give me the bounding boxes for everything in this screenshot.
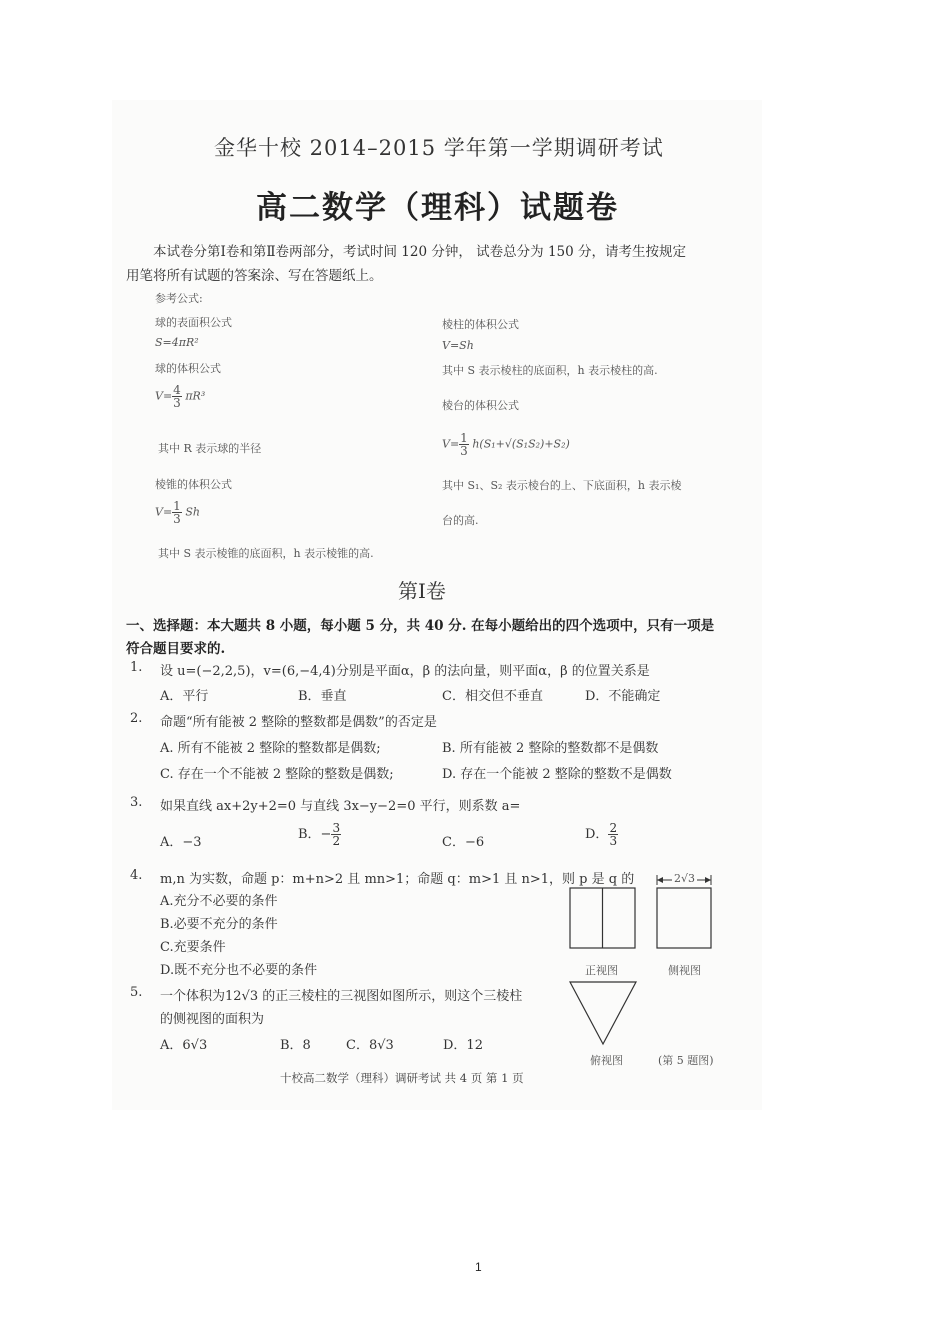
frustum-note1: 其中 S₁、S₂ 表示棱台的上、下底面积，h 表示棱 [442, 479, 682, 492]
frustum-note2: 台的高. [442, 514, 479, 527]
formulas-heading: 参考公式: [155, 292, 203, 305]
q2-stem: 命题“所有能被 2 整除的整数都是偶数”的否定是 [160, 715, 437, 730]
q1-option-c: C．相交但不垂直 [442, 689, 543, 704]
q3-number: 3. [130, 795, 143, 810]
sphere-area-formula: S=4πR² [155, 336, 199, 349]
q3-stem: 如果直线 ax+2y+2=0 与直线 3x−y−2=0 平行，则系数 a= [160, 799, 521, 814]
q5-stem-line2: 的侧视图的面积为 [160, 1012, 265, 1027]
prism-label: 棱柱的体积公式 [442, 318, 519, 331]
dimension-label: 2√3 [674, 872, 696, 885]
top-view-triangle [570, 982, 636, 1044]
exam-title: 金华十校 2014–2015 学年第一学期调研考试 [214, 136, 664, 160]
sphere-area-label: 球的表面积公式 [155, 316, 232, 329]
side-view-rect [657, 888, 711, 948]
frustum-formula: V= $\frac{1}{3}$ h(S₁+√(S₁S₂)+S₂) [442, 431, 570, 458]
q4-option-d: D.既不充分也不必要的条件 [160, 963, 318, 978]
q3-option-c: C．−6 [442, 835, 485, 850]
q5-option-b: B．8 [280, 1038, 311, 1053]
q1-option-d: D．不能确定 [585, 689, 661, 704]
q3-option-d: D． $\frac{2}{3}$ [585, 821, 618, 848]
q4-stem: m,n 为实数，命题 p：m+n>2 且 mn>1；命题 q：m>1 且 n>1，则 p 是 q 的 [160, 872, 635, 887]
q4-option-b: B.必要不充分的条件 [160, 917, 278, 932]
q4-option-c: C.充要条件 [160, 940, 226, 955]
sphere-note: 其中 R 表示球的半径 [158, 442, 262, 455]
q1-stem: 设 u=(−2,2,5)，v=(6,−4,4)分别是平面α，β 的法向量，则平面α，β 的位置关系是 [160, 664, 650, 679]
q5-number: 5. [130, 985, 143, 1000]
cone-note: 其中 S 表示棱锥的底面积，h 表示棱锥的高. [158, 547, 374, 560]
instructions-line2: 符合题目要求的. [126, 641, 226, 657]
prism-note: 其中 S 表示棱柱的底面积，h 表示棱柱的高. [442, 364, 658, 377]
q4-option-a: A.充分不必要的条件 [160, 894, 278, 909]
q3-option-a: A．−3 [160, 835, 202, 850]
q1-number: 1. [130, 660, 143, 675]
q5-option-d: D．12 [443, 1038, 483, 1053]
side-view-label: 侧视图 [668, 964, 701, 977]
q2-option-c: C. 存在一个不能被 2 整除的整数是偶数; [160, 767, 394, 782]
cone-label: 棱锥的体积公式 [155, 478, 232, 491]
q2-option-b: B. 所有能被 2 整除的整数都不是偶数 [442, 741, 659, 756]
page-number: 1 [475, 1260, 482, 1274]
figure-caption: (第 5 题图) [658, 1054, 714, 1067]
top-view-label: 俯视图 [590, 1054, 623, 1067]
paper-title: 高二数学（理科）试题卷 [256, 190, 619, 226]
dimension-arrow-left [657, 877, 663, 883]
section-title: 第Ⅰ卷 [398, 579, 446, 603]
q5-option-a: A．6√3 [160, 1038, 208, 1053]
q1-option-a: A．平行 [160, 689, 209, 704]
sphere-volume-label: 球的体积公式 [155, 362, 221, 375]
instructions-line1: 一、选择题：本大题共 8 小题，每小题 5 分，共 40 分. 在每小题给出的四个选项中，只有一项是 [126, 618, 715, 634]
q2-option-a: A. 所有不能被 2 整除的整数都是偶数; [160, 741, 381, 756]
dimension-arrow-right [705, 877, 711, 883]
scan-footer: 十校高二数学（理科）调研考试 共 4 页 第 1 页 [280, 1071, 524, 1085]
q5-option-c: C．8√3 [346, 1038, 394, 1053]
cone-formula: V= $\frac{1}{3}$ Sh [155, 499, 200, 526]
prism-formula: V=Sh [442, 339, 474, 352]
q2-option-d: D. 存在一个能被 2 整除的整数不是偶数 [442, 767, 672, 782]
intro-line2: 用笔将所有试题的答案涂、写在答题纸上。 [126, 268, 383, 284]
q3-option-b: B．− $\frac{3}{2}$ [298, 821, 341, 848]
sphere-volume-formula: V= $\frac{4}{3}$ πR³ [155, 383, 206, 410]
q1-option-b: B．垂直 [298, 689, 347, 704]
front-view-label: 正视图 [585, 964, 618, 977]
q2-number: 2. [130, 711, 143, 726]
frustum-label: 棱台的体积公式 [442, 399, 519, 412]
q5-stem-line1: 一个体积为12√3 的正三棱柱的三视图如图所示，则这个三棱柱 [160, 989, 523, 1004]
q4-number: 4. [130, 868, 143, 883]
intro-line1: 本试卷分第Ⅰ卷和第Ⅱ卷两部分，考试时间 120 分钟， 试卷总分为 150 分，请考生按规定 [153, 244, 686, 260]
